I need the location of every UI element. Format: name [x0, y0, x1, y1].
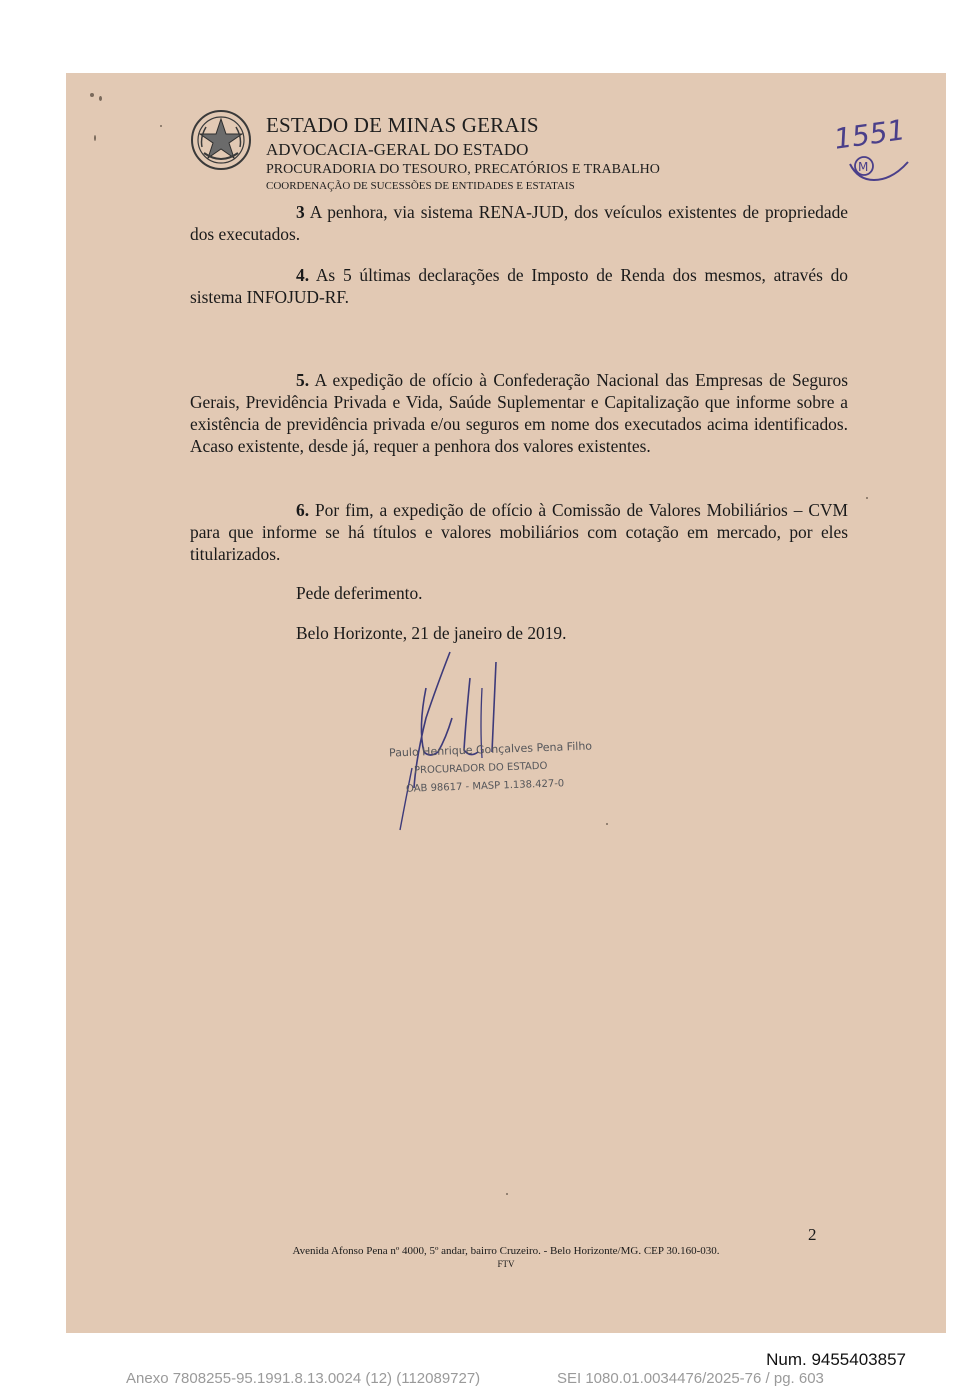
speck [506, 1193, 508, 1195]
footer-code: FTV [497, 1259, 515, 1269]
paragraph-number: 4. [296, 265, 310, 285]
speck [160, 125, 162, 127]
place-date: Belo Horizonte, 21 de janeiro de 2019. [296, 623, 567, 643]
initials-mark [844, 150, 914, 190]
header-department: PROCURADORIA DO TESOURO, PRECATÓRIOS E TRABALHO [266, 162, 660, 177]
closing-text: Pede deferimento. [296, 583, 423, 603]
speck [99, 96, 102, 101]
paragraph-number: 6. [296, 500, 310, 520]
document-number: Num. 9455403857 [766, 1350, 906, 1369]
paragraph-number: 3 [296, 202, 305, 222]
paragraph-5 [190, 369, 848, 457]
footer-address: Avenida Afonso Pena nº 4000, 5º andar, bairro Cruzeiro. - Belo Horizonte/MG. CEP 30.160-030. [292, 1245, 720, 1257]
paragraph-4 [190, 264, 848, 308]
page-number: 2 [808, 1225, 817, 1244]
paragraph-3 [190, 201, 848, 245]
paragraph-text: Por fim, a expedição de ofício à Comissão de Valores Mobiliários – CVM para que informe se há títulos e valores mobiliários com cotação em mercado, por eles titularizados. [190, 500, 848, 564]
svg-text:M: M [858, 160, 869, 174]
speck [606, 823, 608, 825]
signatory-name: Paulo Henrique Gonçalves Pena Filho [388, 739, 593, 760]
signatory-title: PROCURADOR DO ESTADO [413, 760, 548, 777]
speck [866, 497, 868, 499]
speck [94, 135, 96, 141]
scanned-page [66, 73, 946, 1333]
paragraph-text: A expedição de ofício à Confederação Nacional das Empresas de Seguros Gerais, Previdência Privada e Vida, Saúde Suplementar e Capitalização que informe sobre a existência de previdência privada e/ou seguros em nome dos executados acima identificados. Acaso existente, desde já, requer a penhora dos valores existentes. [190, 370, 849, 456]
folio-number: 1551 [832, 113, 908, 156]
header-coordination: COORDENAÇÃO DE SUCESSÕES DE ENTIDADES E ESTATAIS [266, 180, 575, 192]
paragraph-number: 5. [296, 370, 310, 390]
sei-reference: SEI 1080.01.0034476/2025-76 / pg. 603 [557, 1370, 824, 1387]
handwritten-folio-stamp [830, 113, 910, 188]
coat-of-arms-icon [190, 109, 252, 171]
header-agency: ADVOCACIA-GERAL DO ESTADO [266, 140, 529, 159]
signatory-ids: OAB 98617 - MASP 1.138.427-0 [405, 778, 565, 795]
speck [90, 93, 94, 97]
header-state: ESTADO DE MINAS GERAIS [266, 113, 539, 137]
paragraph-text: A penhora, via sistema RENA-JUD, dos veículos existentes de propriedade dos executados. [190, 202, 849, 244]
paragraph-text: As 5 últimas declarações de Imposto de Renda dos mesmos, através do sistema INFOJUD-RF. [190, 265, 849, 307]
paragraph-6 [190, 499, 848, 565]
annex-reference: Anexo 7808255-95.1991.8.13.0024 (12) (112089727) [126, 1370, 481, 1387]
